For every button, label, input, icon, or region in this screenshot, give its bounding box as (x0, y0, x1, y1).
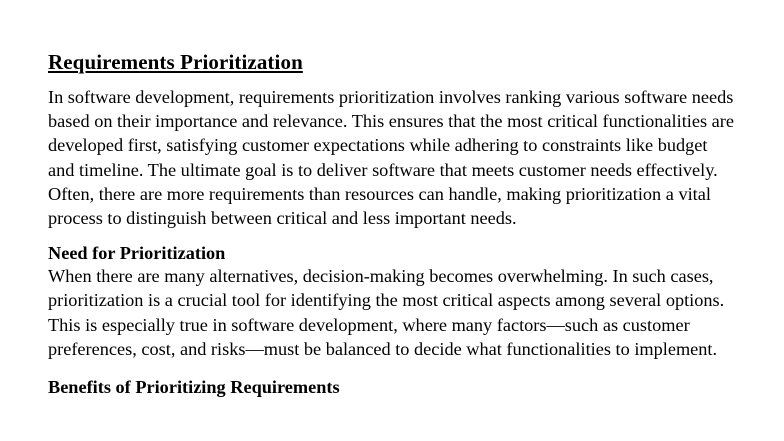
section-heading-benefits: Benefits of Prioritizing Requirements (48, 377, 340, 398)
need-paragraph: When there are many alternatives, decision-making becomes overwhelming. In such cases, prioritization is a crucial tool for identifying the most critical aspects among several options. This is especially true in software development, where many factors—such as customer preferences, cost, and risks—must be balanced to decide what functionalities to implement. (48, 266, 725, 359)
page-title: Requirements Prioritization (48, 50, 303, 74)
document-body (48, 48, 738, 399)
section-heading-need: Need for Prioritization (48, 243, 226, 264)
intro-paragraph: In software development, requirements prioritization involves ranking various software needs based on their importance and relevance. This ensures that the most critical functionalities are developed first, satisfying customer expectations while adhering to constraints like budget and timeline. The ultimate goal is to deliver software that meets customer needs effectively. Often, there are more requirements than resources can handle, making prioritization a vital process to distinguish between critical and less important needs. (48, 87, 734, 229)
